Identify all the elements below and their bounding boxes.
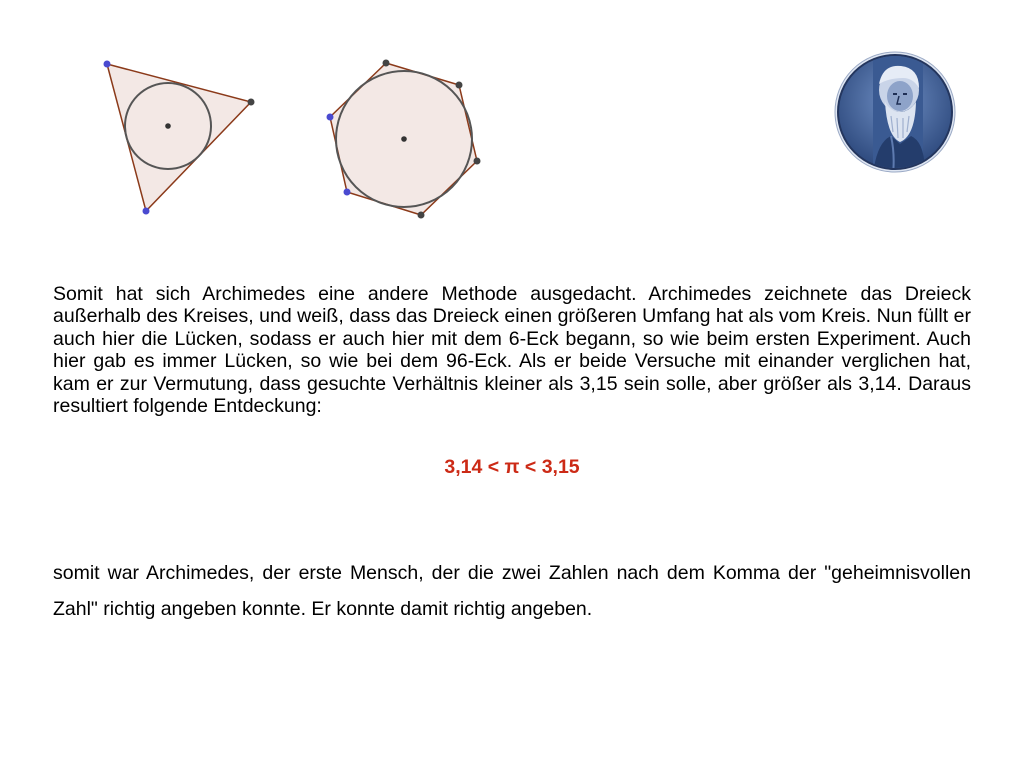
vertex-point [248,99,255,106]
paragraph-conclusion: somit war Archimedes, der erste Mensch, der die zwei Zahlen nach dem Komma der "geheimnisvollen Zahl" richtig angeben konnte. Er konnte damit richtig angeben. [53,561,971,620]
triangle-polygon [107,64,251,211]
vertex-point [474,158,481,165]
vertex-point [383,60,390,67]
vertex-point [104,61,111,68]
vertex-point [143,208,150,215]
incircle-center-point [401,136,407,142]
pi-estimate-formula: 3,14 < π < 3,15 [444,456,580,478]
archimedes-portrait-icon [833,50,958,175]
pentagon-incircle-figure [318,55,493,225]
triangle-incircle-figure [95,55,270,225]
incircle-center-point [165,123,171,129]
vertex-point [418,212,425,219]
vertex-point [344,189,351,196]
vertex-point [456,82,463,89]
paragraph-main: Somit hat sich Archimedes eine andere Methode ausgedacht. Archimedes zeichnete das Dreieck außerhalb des Kreises, und weiß, dass das Dreieck einen größeren Umfang hat als vom Kreis. Nun füllt er auch hier die Lücken, sodass er auch hier mit dem 6-Eck begann, so wie beim ersten Experiment. Auch hier gab es immer Lücken, so wie bei dem 96-Eck. Als er beide Versuche mit einander verglichen hat, kam er zur Vermutung, dass gesuchte Verhältnis kleiner als 3,15 sein solle, aber größer als 3,14. Daraus resultiert folgende Entdeckung: [53,282,971,417]
vertex-point [327,114,334,121]
